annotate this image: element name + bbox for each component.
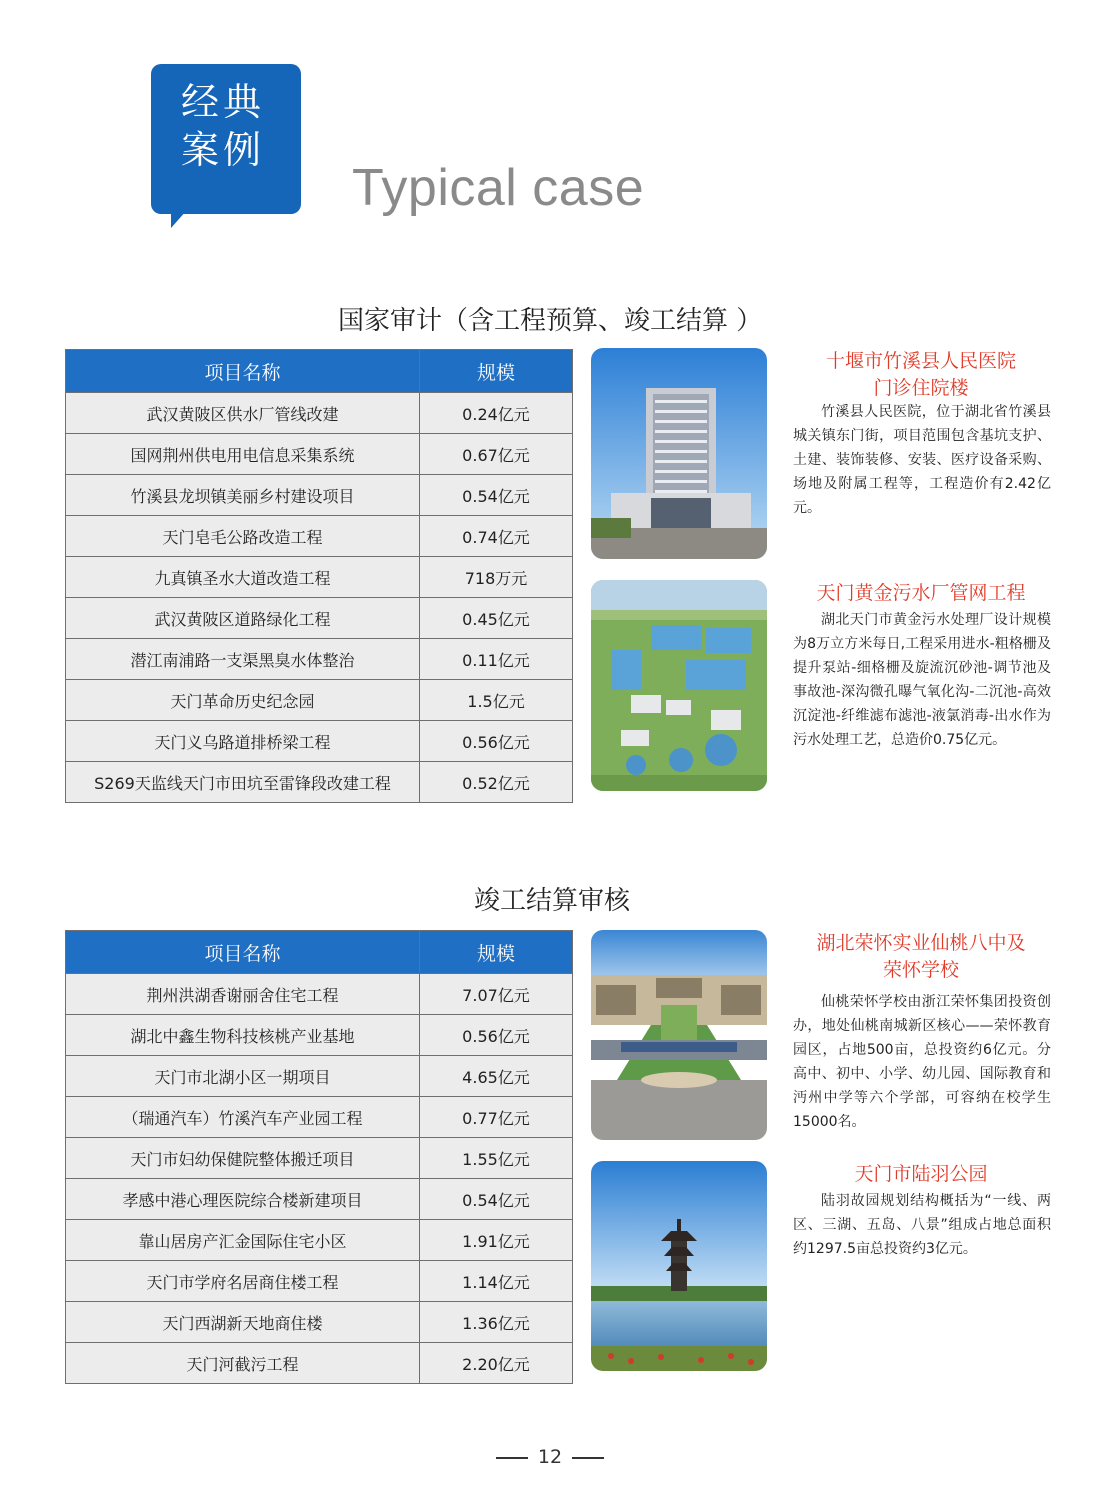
project-scale: 1.14亿元 xyxy=(420,1261,573,1302)
project-name: 孝感中港心理医院综合楼新建项目 xyxy=(66,1179,420,1220)
page-number xyxy=(0,1446,1100,1468)
hospital-photo xyxy=(591,348,767,559)
project-name: （瑞通汽车）竹溪汽车产业园工程 xyxy=(66,1097,420,1138)
table-row xyxy=(66,434,573,475)
project-name: 天门河截污工程 xyxy=(66,1343,420,1384)
table-row xyxy=(66,762,573,803)
section-badge xyxy=(151,64,301,214)
page-subtitle-en: Typical case xyxy=(352,159,645,217)
project-scale: 0.11亿元 xyxy=(420,639,573,680)
project-scale: 2.20亿元 xyxy=(420,1343,573,1384)
project-scale: 0.74亿元 xyxy=(420,516,573,557)
table-row xyxy=(66,1097,573,1138)
table-row xyxy=(66,1261,573,1302)
table-row xyxy=(66,974,573,1015)
case-title-school xyxy=(790,930,1052,984)
table-row xyxy=(66,1056,573,1097)
project-name: 湖北中鑫生物科技核桃产业基地 xyxy=(66,1015,420,1056)
project-name: 天门市妇幼保健院整体搬迁项目 xyxy=(66,1138,420,1179)
table-row xyxy=(66,1343,573,1384)
case-desc-school: 仙桃荣怀学校由浙江荣怀集团投资创办，地处仙桃南城新区核心——荣怀教育园区，占地500亩，总投资约6亿元。分高中、初中、小学、幼儿园、国际教育和沔州中学等六个学部，可容纳在校学生15000名。 xyxy=(793,994,1051,1130)
case-title-line-2: 门诊住院楼 xyxy=(873,377,969,399)
project-name: 国网荆州供电用电信息采集系统 xyxy=(66,434,420,475)
table-row xyxy=(66,1220,573,1261)
project-scale: 0.54亿元 xyxy=(420,475,573,516)
case-title-wastewater xyxy=(790,580,1052,607)
wastewater-plant-photo xyxy=(591,580,767,791)
column-header-scale: 规模 xyxy=(420,350,573,393)
case-desc-wastewater: 湖北天门市黄金污水处理厂设计规模为8万立方米每日,工程采用进水-粗格栅及提升泵站-细格栅及旋流沉砂池-调节池及事故池-深沟微孔曝气氧化沟-二沉池-高效沉淀池-纤维滤布滤池-液氯消毒-出水作为污水处理工艺，总造价0.75亿元。 xyxy=(793,612,1051,748)
project-name: 天门皂毛公路改造工程 xyxy=(66,516,420,557)
page-number-value: 12 xyxy=(537,1446,563,1468)
table-row xyxy=(66,393,573,434)
project-scale: 1.91亿元 xyxy=(420,1220,573,1261)
project-scale: 0.56亿元 xyxy=(420,1015,573,1056)
table-row xyxy=(66,1138,573,1179)
table-row xyxy=(66,680,573,721)
badge-tail xyxy=(171,210,187,228)
page-number-dash-left xyxy=(496,1457,528,1459)
project-name: 天门市学府名居商住楼工程 xyxy=(66,1261,420,1302)
project-name: 天门革命历史纪念园 xyxy=(66,680,420,721)
park-photo xyxy=(591,1161,767,1371)
case-desc-park: 陆羽故园规划结构概括为“一线、两区、三湖、五岛、八景”组成占地总面积约1297.5亩总投资约3亿元。 xyxy=(793,1193,1051,1257)
column-header-name: 项目名称 xyxy=(66,350,420,393)
table-row xyxy=(66,1302,573,1343)
project-name: 天门义乌路道排桥梁工程 xyxy=(66,721,420,762)
case-desc-hospital: 竹溪县人民医院，位于湖北省竹溪县城关镇东门街，项目范围包含基坑支护、土建、装饰装修、安装、医疗设备采购、场地及附属工程等，工程造价有2.42亿元。 xyxy=(793,404,1051,516)
project-scale: 718万元 xyxy=(420,557,573,598)
section1-table xyxy=(65,349,573,803)
section2-title: 竣工结算审核 xyxy=(474,886,631,916)
badge-line-2: 案例 xyxy=(181,128,266,172)
project-scale: 1.5亿元 xyxy=(420,680,573,721)
table-row xyxy=(66,557,573,598)
project-name: 天门西湖新天地商住楼 xyxy=(66,1302,420,1343)
case-title-line-2: 荣怀学校 xyxy=(882,959,959,981)
case-title-park xyxy=(790,1161,1052,1188)
table-row xyxy=(66,1015,573,1056)
project-scale: 7.07亿元 xyxy=(420,974,573,1015)
project-name: 天门市北湖小区一期项目 xyxy=(66,1056,420,1097)
case-title-line-1: 天门市陆羽公园 xyxy=(854,1163,988,1185)
table-row xyxy=(66,639,573,680)
school-photo xyxy=(591,930,767,1140)
section2-table xyxy=(65,930,573,1384)
project-scale: 0.52亿元 xyxy=(420,762,573,803)
project-name: 竹溪县龙坝镇美丽乡村建设项目 xyxy=(66,475,420,516)
project-name: 潜江南浦路一支渠黑臭水体整治 xyxy=(66,639,420,680)
project-scale: 0.45亿元 xyxy=(420,598,573,639)
project-name: 九真镇圣水大道改造工程 xyxy=(66,557,420,598)
project-name: 荆州洪湖香谢丽舍住宅工程 xyxy=(66,974,420,1015)
column-header-scale: 规模 xyxy=(420,931,573,974)
table-header-row xyxy=(66,931,573,974)
table-row xyxy=(66,598,573,639)
table-header-row xyxy=(66,350,573,393)
case-title-line-1: 湖北荣怀实业仙桃八中及 xyxy=(816,932,1026,954)
project-scale: 0.77亿元 xyxy=(420,1097,573,1138)
case-title-line-1: 天门黄金污水厂管网工程 xyxy=(816,582,1026,604)
project-name: 靠山居房产汇金国际住宅小区 xyxy=(66,1220,420,1261)
project-name: S269天监线天门市田坑至雷锋段改建工程 xyxy=(66,762,420,803)
project-name: 武汉黄陂区道路绿化工程 xyxy=(66,598,420,639)
project-scale: 1.55亿元 xyxy=(420,1138,573,1179)
case-title-line-1: 十堰市竹溪县人民医院 xyxy=(825,350,1016,372)
page-number-dash-right xyxy=(572,1457,604,1459)
column-header-name: 项目名称 xyxy=(66,931,420,974)
project-scale: 0.54亿元 xyxy=(420,1179,573,1220)
table-row xyxy=(66,721,573,762)
project-scale: 0.56亿元 xyxy=(420,721,573,762)
project-scale: 1.36亿元 xyxy=(420,1302,573,1343)
project-scale: 0.24亿元 xyxy=(420,393,573,434)
project-name: 武汉黄陂区供水厂管线改建 xyxy=(66,393,420,434)
table-row xyxy=(66,1179,573,1220)
table-row xyxy=(66,475,573,516)
section1-title: 国家审计（含工程预算、竣工结算 ） xyxy=(338,306,763,336)
badge-line-1: 经典 xyxy=(181,80,266,124)
project-scale: 0.67亿元 xyxy=(420,434,573,475)
table-row xyxy=(66,516,573,557)
case-title-hospital xyxy=(790,348,1052,402)
project-scale: 4.65亿元 xyxy=(420,1056,573,1097)
